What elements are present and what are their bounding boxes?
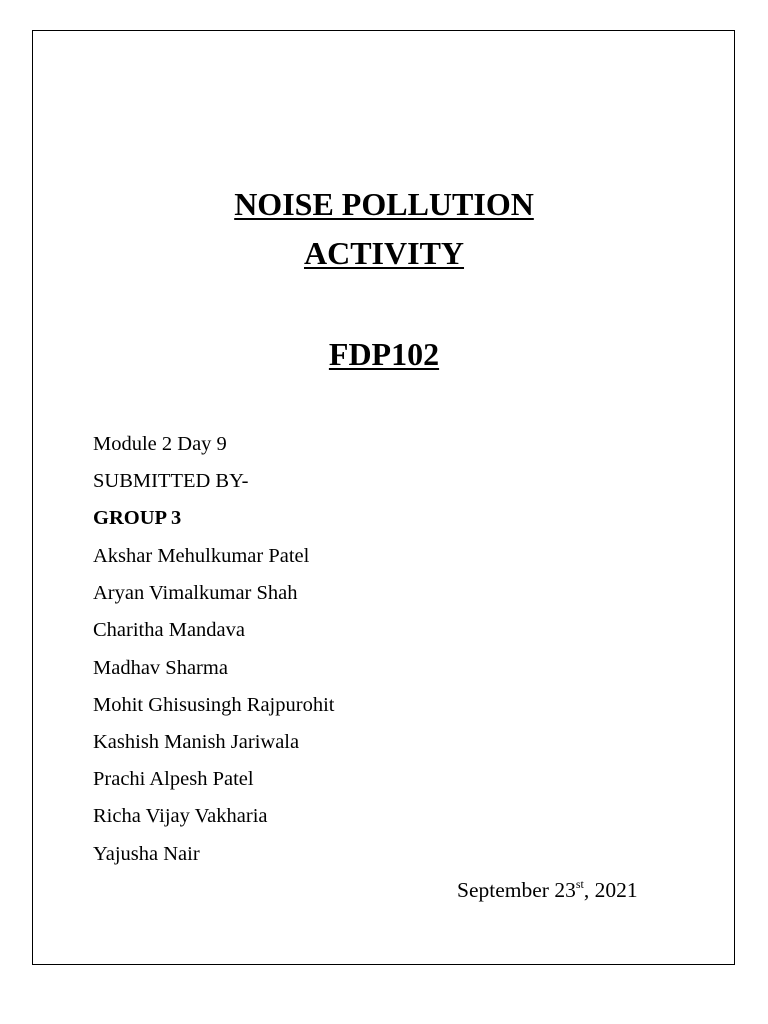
member-name: Charitha Mandava [93, 619, 245, 642]
date-month-day: September 23 [457, 878, 576, 902]
member-name: Yajusha Nair [93, 842, 200, 865]
group-name: GROUP 3 [93, 507, 182, 529]
course-code: FDP102 [328, 336, 440, 372]
submitted-by-label: SUBMITTED BY- [93, 470, 249, 492]
document-title-line-2: ACTIVITY [303, 235, 465, 271]
member-name: Akshar Mehulkumar Patel [93, 545, 310, 567]
date-year: , 2021 [583, 878, 638, 902]
member-name: Madhav Sharma [93, 656, 228, 679]
member-name: Kashish Manish Jariwala [93, 730, 300, 753]
member-list [93, 544, 334, 879]
submission-date [457, 877, 638, 903]
date-ordinal-suffix: st [575, 877, 584, 891]
member-name: Aryan Vimalkumar Shah [93, 582, 298, 605]
member-name: Richa Vijay Vakharia [93, 805, 268, 828]
document-title-line-1: NOISE POLLUTION [234, 186, 534, 222]
member-name: Mohit Ghisusingh Rajpurohit [93, 693, 335, 716]
member-name: Prachi Alpesh Patel [93, 768, 254, 791]
module-line: Module 2 Day 9 [93, 433, 227, 455]
